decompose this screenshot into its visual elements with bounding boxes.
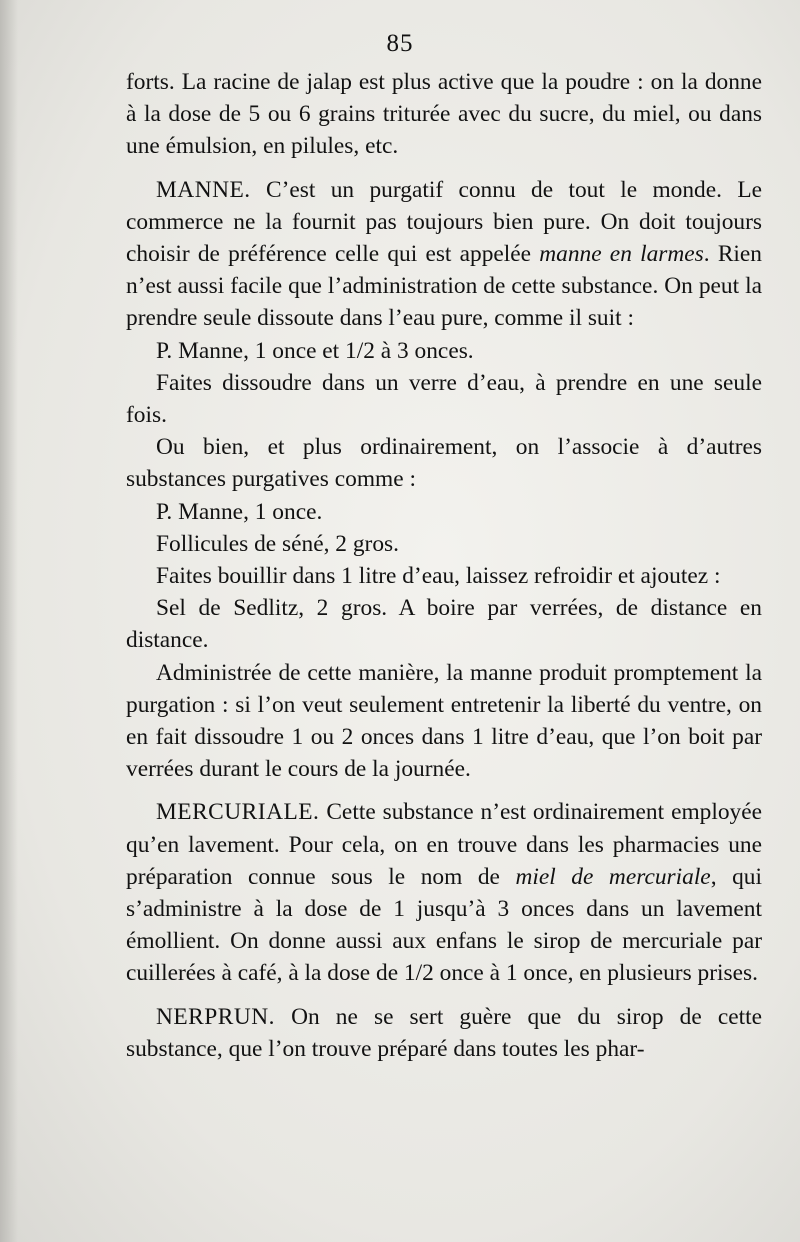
paragraph-instruction: Faites bouillir dans 1 litre d’eau, laissez refroidir et ajoutez : (156, 563, 721, 590)
italic-term: manne en larmes (539, 241, 704, 268)
paragraph-administration: Administrée de cette manière, la manne produit promptement la purgation : si l’on veut seulement entretenir la liberté du ventre, on en fait dissoudre 1 ou 2 onces dans 1 litre d’eau, que l’on boit par verrées durant le cours de la journée. (126, 659, 762, 783)
paragraph-alternative: Ou bien, et plus ordinairement, on l’associe à d’autres substances purgatives comme : (126, 434, 762, 493)
page-edge-shadow (0, 0, 18, 1242)
paragraph-nerprun: NERPRUN. On ne se sert guère que du sirop de cette substance, que l’on trouve préparé dans toutes les phar- (126, 1003, 762, 1062)
paragraph-jalap-end: forts. La racine de jalap est plus active que la poudre : on la donne à la dose de 5 ou 6 grains triturée avec du sucre, du miel, ou dans une émulsion, en pilules, etc. (126, 69, 762, 160)
paragraph-manne: MANNE. C’est un purgatif connu de tout le monde. Le commerce ne la fournit pas toujours bien pure. On doit toujours choisir de préférence celle qui est appelée manne en larmes. Rien n’est aussi facile que l’administration de cette substance. On peut la prendre seule dissoute dans l’eau pure, comme il suit : (126, 176, 762, 332)
italic-term: miel de mercuriale (515, 863, 711, 890)
entry-heading-manne: MANNE. (156, 176, 251, 203)
body-text (126, 66, 762, 1065)
entry-heading-nerprun: NERPRUN. (156, 1003, 276, 1030)
paragraph-instruction: Faites dissoudre dans un verre d’eau, à prendre en une seule fois. (126, 369, 762, 429)
entry-heading-mercuriale: MERCURIALE. (156, 799, 320, 826)
prescription-line: Follicules de séné, 2 gros. (156, 530, 399, 557)
prescription-line: P. Manne, 1 once. (156, 498, 323, 525)
prescription-line: P. Manne, 1 once et 1/2 à 3 onces. (156, 337, 474, 364)
paragraph-mercuriale: MERCURIALE. Cette substance n’est ordinairement employée qu’en lavement. Pour cela, on en trouve dans les pharmacies une préparation connue sous le nom de miel de mercuriale, qui s’administre à la dose de 1 jusqu’à 3 onces dans un lavement émollient. On donne aussi aux enfans le sirop de mercuriale par cuillerées à café, à la dose de 1/2 once à 1 once, en plusieurs prises. (126, 799, 762, 987)
paragraph-instruction: Sel de Sedlitz, 2 gros. A boire par verrées, de distance en distance. (126, 595, 762, 654)
page-number: 85 (386, 30, 414, 57)
